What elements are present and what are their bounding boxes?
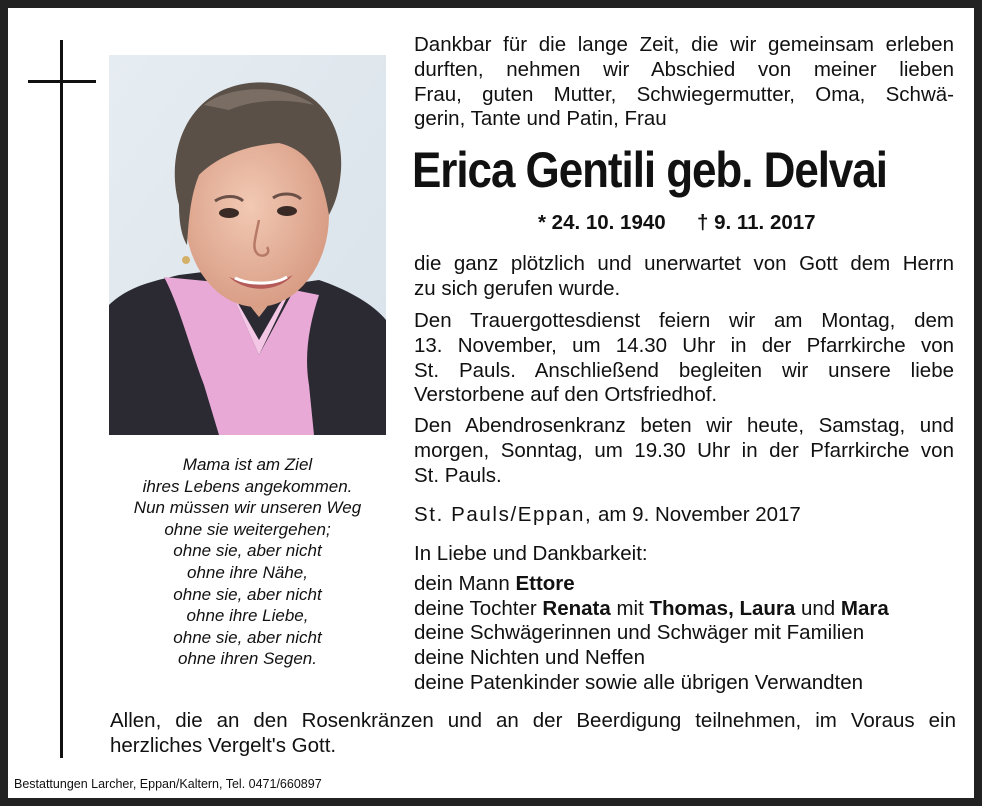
portrait-photo [109,55,386,435]
thanks-line: Allen, die an den Rosenkränzen und an der Beerdigung teilnehmen, im Voraus ein [110,709,956,732]
poem-line: ohne ihre Liebe, [186,606,309,626]
poem-line: Mama ist am Ziel [182,455,313,474]
mourner-prefix: deine Tochter [414,596,543,620]
place-date: am 9. November 2017 [592,503,801,526]
poem-line: ohne sie, aber nicht [173,627,322,647]
intro-line: durften, nehmen wir Abschied von meiner lieben [414,57,954,81]
rosary-line: morgen, Sonntag, um 19.30 Uhr in der Pfarrkirche von [414,438,954,462]
grandchildren-names: Thomas, Laura [649,596,796,620]
mourner-nieces: deine Nichten und Neffen [414,646,645,670]
birth-date: * 24. 10. 1940 [538,211,666,234]
mourner-joiner: mit [610,596,650,620]
poem-line: ihres Lebens angekommen. [142,476,353,496]
service-paragraph [414,309,954,408]
rosary-paragraph [414,414,954,488]
service-line: St. Pauls. Anschließend begleiten wir unsere liebe [414,358,954,382]
place-date-line [414,503,954,528]
poem-line: ohne ihren Segen. [178,649,317,669]
intro-paragraph [414,33,954,132]
funeral-home-contact: Bestattungen Larcher, Eppan/Kaltern, Tel. 0471/660897 [14,777,322,791]
mourner-joiner: und [795,596,841,620]
death-date: † 9. 11. 2017 [697,211,816,234]
passing-line: zu sich gerufen wurde. [414,276,621,300]
poem-line: ohne sie, aber nicht [173,584,322,604]
cross-icon-horizontal [28,80,96,83]
daughter-name: Renata [542,596,611,620]
poem-line: ohne sie weitergehen; [164,519,331,539]
mourner-daughter [414,597,954,622]
mourner-prefix: dein Mann [414,571,516,595]
intro-line: Dankbar für die lange Zeit, die wir gemeinsam erleben [414,33,954,56]
place: St. Pauls/Eppan, [414,503,593,526]
service-line: Verstorbene auf den Ortsfriedhof. [414,383,718,407]
thanks-paragraph [110,708,956,758]
intro-line: gerin, Tante und Patin, Frau [414,107,667,131]
rosary-line: St. Pauls. [414,463,502,487]
mourner-godchildren: deine Patenkinder sowie alle übrigen Verwandten [414,670,864,694]
memorial-poem [110,454,385,670]
deceased-name: Erica Gentili geb. Delvai [412,142,887,198]
cross-icon-vertical [60,40,63,758]
passing-paragraph [414,252,954,302]
service-line: 13. November, um 14.30 Uhr in der Pfarrkirche von [414,333,954,357]
grandchild-name: Mara [840,596,889,620]
mourners-block [414,542,954,696]
mourner-husband [414,572,954,597]
mourner-inlaws: deine Schwägerinnen und Schwäger mit Familien [414,621,865,645]
poem-line: ohne ihre Nähe, [187,562,308,582]
poem-line: Nun müssen wir unseren Weg [133,498,362,518]
rosary-line: Den Abendrosenkranz beten wir heute, Samstag, und [414,414,954,437]
service-line: Den Trauergottesdienst feiern wir am Montag, dem [414,309,954,332]
passing-line: die ganz plötzlich und unerwartet von Gott dem Herrn [414,252,954,275]
thanks-line: herzliches Vergelt's Gott. [110,734,337,758]
intro-line: Frau, guten Mutter, Schwiegermutter, Oma, Schwä- [414,82,954,106]
love-line: In Liebe und Dankbarkeit: [414,542,648,565]
husband-name: Ettore [515,571,575,595]
poem-line: ohne sie, aber nicht [173,541,322,561]
